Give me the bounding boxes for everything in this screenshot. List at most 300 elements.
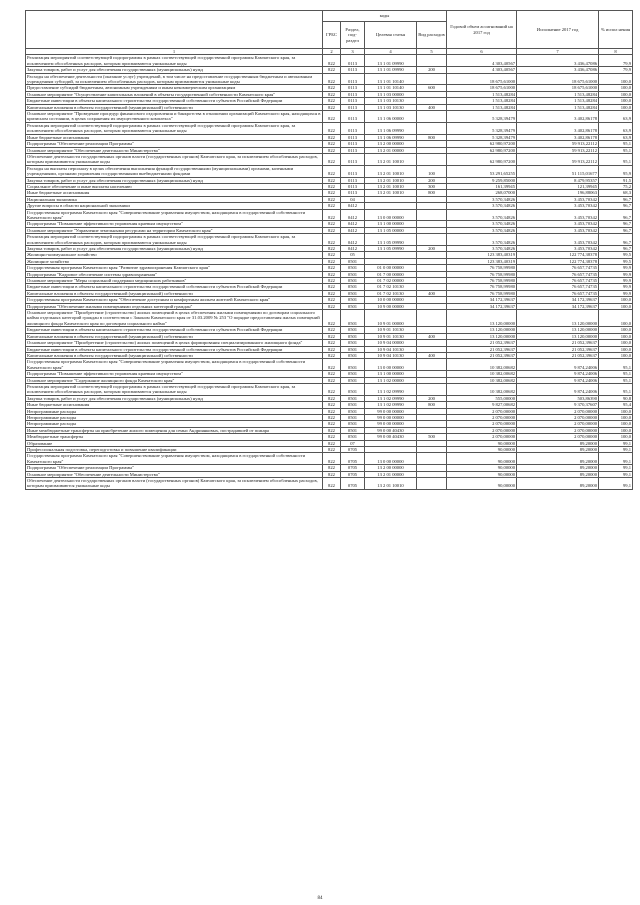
row-execution: 21 052,39637: [517, 352, 599, 358]
row-name: Непрограммные расходы: [26, 421, 323, 427]
row-section: 0501: [341, 427, 365, 433]
row-execution: 9 874,24006: [517, 377, 599, 383]
row-execution: 3 453,70342: [517, 221, 599, 227]
row-target: 01 7 02 00000: [365, 278, 417, 284]
row-annual: 5 328,39479: [447, 134, 517, 140]
row-name: Капитальные вложения в объекты государственной (муниципальной) собственности: [26, 104, 323, 110]
row-target: 13 1 05 09990: [365, 234, 417, 246]
row-percent: 99,5: [599, 258, 633, 264]
row-target: 10 9 00 00000: [365, 303, 417, 309]
row-grbs: 822: [323, 421, 341, 427]
row-grbs: 822: [323, 371, 341, 377]
row-name: Основное мероприятие "Приобретение (строительство) жилых помещений в целях обеспечения жилыми помещениями по договорам социального найма отдельных категорий граждан в соответствии с Законом Камчатского края от 31.03.2009 № 253 "О порядке предоставления жилых помещений жилищного фонда Камчатского края по договорам социального найма": [26, 310, 323, 327]
row-annual: 555,00000: [447, 395, 517, 401]
row-section: 0501: [341, 258, 365, 264]
row-percent: 95,1: [599, 377, 633, 383]
row-grbs: 822: [323, 310, 341, 327]
budget-execution-table: [25, 10, 633, 490]
row-annual: 4 303,40567: [447, 67, 517, 73]
row-name: Государственная программа Камчатского края "Совершенствование управления имуществом, находящимся в государственной собственности Камчатского края": [26, 359, 323, 371]
row-expense-type: 200: [417, 395, 447, 401]
row-percent: 96,7: [599, 221, 633, 227]
row-name: Основное мероприятие "Приобретение (строительство) жилых помещений в целях формирования специализированного жилищного фонда": [26, 340, 323, 346]
row-grbs: 822: [323, 85, 341, 91]
row-section: 0113: [341, 183, 365, 189]
row-grbs: 822: [323, 303, 341, 309]
row-target: 10 9 04 00000: [365, 340, 417, 346]
row-section: 0501: [341, 333, 365, 339]
row-target: 13 1 03 00000: [365, 91, 417, 97]
row-section: 0113: [341, 111, 365, 123]
header-target: Целевая статья: [365, 22, 417, 49]
row-section: 0501: [341, 402, 365, 408]
row-name: Реализация мероприятий соответствующей подпрограммы в рамках соответствующей государственной программы Камчатского края, за исключением обособленных расходов, которым присваиваются уникальные коды: [26, 122, 323, 134]
row-name: Обеспечение деятельности государственных органов власти (государственных органов) Камчатского края, за исключением обособленных расходов, которым присваиваются уникальные коды: [26, 478, 323, 490]
row-percent: 79,9: [599, 67, 633, 73]
row-target: 10 9 04 10130: [365, 352, 417, 358]
row-target: 13 2 01 10010: [365, 177, 417, 183]
row-section: 0501: [341, 303, 365, 309]
row-annual: 2 070,00000: [447, 408, 517, 414]
row-percent: 100,0: [599, 327, 633, 333]
row-name: Подпрограмма "Обеспечение реализации Программы": [26, 141, 323, 147]
row-section: 04: [341, 196, 365, 202]
row-section: 0501: [341, 340, 365, 346]
row-name: Непрограммные расходы: [26, 414, 323, 420]
row-annual: 1 513,48284: [447, 104, 517, 110]
row-section: 0501: [341, 271, 365, 277]
row-execution: 3 436,47086: [517, 67, 599, 73]
row-target: 13 1 05 00000: [365, 227, 417, 233]
row-target: 13 1 01 10140: [365, 85, 417, 91]
row-name: Закупка товаров, работ и услуг для обеспечения государственных (муниципальных) нужд: [26, 246, 323, 252]
row-target: 13 1 01 10140: [365, 73, 417, 85]
row-grbs: 822: [323, 278, 341, 284]
row-annual: 21 052,39637: [447, 352, 517, 358]
row-percent: 100,0: [599, 352, 633, 358]
row-target: 10 0 00 00000: [365, 297, 417, 303]
row-percent: 96,7: [599, 227, 633, 233]
row-name: Закупка товаров, работ и услуг для обеспечения государственных (муниципальных) нужд: [26, 395, 323, 401]
row-grbs: 822: [323, 246, 341, 252]
row-section: 0113: [341, 190, 365, 196]
row-annual: 3 570,34826: [447, 209, 517, 221]
row-execution: 2 070,00000: [517, 434, 599, 440]
row-name: Реализация мероприятий соответствующей подпрограммы в рамках соответствующей государственной программы Камчатского края, за исключением обособленных расходов, которым присваиваются уникальные коды: [26, 234, 323, 246]
header-percent: % испол нения: [599, 11, 633, 49]
row-section: 0113: [341, 85, 365, 91]
row-name: Подпрограмма "Кадровое обеспечение системы здравоохранения": [26, 271, 323, 277]
row-expense-type: [417, 478, 447, 490]
row-name: Расходы на обеспечение деятельности (оказание услуг) учреждений, в том числе на предоставление государственным бюджетным и автономным учреждениям субсидий, за исключением обособленных расходов, которым присваиваются уникальные коды: [26, 73, 323, 85]
row-section: 05: [341, 252, 365, 258]
row-name: Бюджетные инвестиции в объекты капитального строительства государственной собственности субъектов Российской Федерации: [26, 284, 323, 290]
row-execution: 3 402,86178: [517, 122, 599, 134]
row-annual: 21 052,39637: [447, 340, 517, 346]
row-expense-type: [417, 234, 447, 246]
row-target: 13 1 03 10130: [365, 104, 417, 110]
row-expense-type: [417, 453, 447, 465]
row-name: Профессиональная подготовка, переподготовка и повышение квалификации: [26, 447, 323, 453]
row-percent: 95,1: [599, 359, 633, 371]
row-grbs: 822: [323, 55, 341, 67]
row-percent: 99,1: [599, 440, 633, 446]
row-grbs: 822: [323, 383, 341, 395]
row-percent: 100,0: [599, 297, 633, 303]
row-execution: 34 172,39637: [517, 297, 599, 303]
row-target: 13 2 00 00000: [365, 141, 417, 147]
row-percent: 100,0: [599, 91, 633, 97]
row-expense-type: [417, 383, 447, 395]
row-execution: 196,88063: [517, 190, 599, 196]
row-percent: 100,0: [599, 303, 633, 309]
table-row: [26, 209, 633, 221]
column-number: 1: [26, 49, 323, 55]
row-percent: 96,7: [599, 234, 633, 246]
row-name: Реализация мероприятий соответствующей подпрограммы в рамках соответствующей государственной программы Камчатского края, за исключением обособленных расходов, которым присваиваются уникальные коды: [26, 55, 323, 67]
row-target: 13 1 01 09990: [365, 67, 417, 73]
row-expense-type: [417, 153, 447, 165]
table-row: [26, 122, 633, 134]
row-execution: 503,86390: [517, 395, 599, 401]
row-annual: 10 382,00682: [447, 383, 517, 395]
row-grbs: 822: [323, 377, 341, 383]
row-grbs: 822: [323, 297, 341, 303]
row-percent: 90,8: [599, 395, 633, 401]
row-percent: 68,3: [599, 190, 633, 196]
row-grbs: 822: [323, 134, 341, 140]
row-section: 0501: [341, 377, 365, 383]
row-expense-type: [417, 209, 447, 221]
row-grbs: 822: [323, 221, 341, 227]
row-grbs: 822: [323, 67, 341, 73]
row-name: Иные межбюджетные трансферты на приобретение жилого помещения для семьи Андриянковых, пострадавшей от пожара: [26, 427, 323, 433]
row-grbs: 822: [323, 141, 341, 147]
row-name: Капитальные вложения в объекты государственной (муниципальной) собственности: [26, 290, 323, 296]
row-execution: 13 120,00000: [517, 327, 599, 333]
row-execution: 1 513,48284: [517, 98, 599, 104]
row-name: Расходы на выплаты персоналу в целях обеспечения выполнения функций государственными (муниципальными) органами, казенными учреждениями, органами управления государственными внебюджетными фондами: [26, 165, 323, 177]
row-section: 0412: [341, 234, 365, 246]
row-target: 13 2 01 10010: [365, 165, 417, 177]
row-annual: 90,00000: [447, 471, 517, 477]
row-target: 13 2 01 00000: [365, 471, 417, 477]
row-target: 13 1 02 09990: [365, 402, 417, 408]
row-grbs: 822: [323, 183, 341, 189]
row-section: 0501: [341, 346, 365, 352]
row-target: 13 1 02 09990: [365, 395, 417, 401]
table-row: [26, 453, 633, 465]
row-annual: 3 570,34826: [447, 221, 517, 227]
row-section: 0705: [341, 453, 365, 465]
row-section: 0113: [341, 153, 365, 165]
row-annual: 5 328,39479: [447, 111, 517, 123]
row-percent: 63,9: [599, 134, 633, 140]
row-annual: 18 675,61000: [447, 73, 517, 85]
row-execution: 3 436,47086: [517, 55, 599, 67]
row-target: 99 0 00 00000: [365, 408, 417, 414]
row-execution: 13 120,00000: [517, 333, 599, 339]
row-execution: 2 070,00000: [517, 427, 599, 433]
row-execution: 89,20000: [517, 478, 599, 490]
row-percent: 99,1: [599, 453, 633, 465]
row-annual: 2 070,00000: [447, 434, 517, 440]
row-target: 13 2 01 10010: [365, 183, 417, 189]
row-percent: 100,0: [599, 434, 633, 440]
row-grbs: 822: [323, 440, 341, 446]
row-percent: 99,9: [599, 265, 633, 271]
row-percent: 63,9: [599, 122, 633, 134]
row-name: Государственная программа Камчатского края "Совершенствование управления имуществом, находящимся в государственной собственности Камчатского края": [26, 453, 323, 465]
row-annual: 3 570,34826: [447, 196, 517, 202]
row-section: 0501: [341, 290, 365, 296]
row-percent: 99,9: [599, 284, 633, 290]
row-execution: 76 657,74735: [517, 284, 599, 290]
row-percent: 96,7: [599, 246, 633, 252]
row-annual: 3 570,34826: [447, 203, 517, 209]
row-grbs: 822: [323, 111, 341, 123]
row-grbs: 822: [323, 284, 341, 290]
row-grbs: 822: [323, 333, 341, 339]
row-section: 0113: [341, 55, 365, 67]
row-annual: 76 758,99980: [447, 278, 517, 284]
row-grbs: 822: [323, 471, 341, 477]
row-section: 0113: [341, 104, 365, 110]
row-annual: 3 570,34826: [447, 227, 517, 233]
row-grbs: 822: [323, 196, 341, 202]
row-name: Национальная экономика: [26, 196, 323, 202]
row-section: 0501: [341, 284, 365, 290]
row-percent: 100,0: [599, 333, 633, 339]
row-name: Предоставление субсидий бюджетным, автономным учреждениям и иным некоммерческим организациям: [26, 85, 323, 91]
row-grbs: 822: [323, 453, 341, 465]
table-row: [26, 478, 633, 490]
row-percent: 100,0: [599, 414, 633, 420]
row-name: Государственная программа Камчатского края "Развитие здравоохранения Камчатского края": [26, 265, 323, 271]
row-section: 0113: [341, 134, 365, 140]
row-annual: 90,00000: [447, 453, 517, 465]
row-annual: 2 070,00000: [447, 414, 517, 420]
row-target: 99 0 00 40430: [365, 427, 417, 433]
row-grbs: 822: [323, 402, 341, 408]
row-annual: 34 172,39637: [447, 297, 517, 303]
row-grbs: 822: [323, 252, 341, 258]
row-percent: 75,2: [599, 183, 633, 189]
row-target: 13 0 00 00000: [365, 359, 417, 371]
row-section: 0705: [341, 465, 365, 471]
row-annual: 1 513,48284: [447, 91, 517, 97]
row-section: 0501: [341, 297, 365, 303]
row-name: Межбюджетные трансферты: [26, 434, 323, 440]
row-expense-type: 500: [417, 434, 447, 440]
row-execution: 3 453,70342: [517, 203, 599, 209]
row-section: 0412: [341, 227, 365, 233]
row-execution: 89,20000: [517, 440, 599, 446]
row-annual: 13 120,00000: [447, 327, 517, 333]
row-annual: 18 675,61000: [447, 85, 517, 91]
row-section: 0412: [341, 203, 365, 209]
row-annual: 21 052,39637: [447, 346, 517, 352]
column-number: 8: [599, 49, 633, 55]
row-execution: 2 070,00000: [517, 408, 599, 414]
row-annual: 10 382,00682: [447, 371, 517, 377]
row-section: 0501: [341, 395, 365, 401]
row-annual: 10 382,00682: [447, 377, 517, 383]
row-section: 0501: [341, 352, 365, 358]
row-section: 0501: [341, 383, 365, 395]
row-percent: 99,9: [599, 290, 633, 296]
row-expense-type: [417, 55, 447, 67]
row-execution: 18 675,61000: [517, 73, 599, 85]
row-target: 13 2 00 00000: [365, 465, 417, 471]
row-percent: 79,9: [599, 55, 633, 67]
row-grbs: 822: [323, 265, 341, 271]
row-expense-type: [417, 111, 447, 123]
row-annual: 62 980,97200: [447, 147, 517, 153]
row-execution: 21 052,39637: [517, 340, 599, 346]
row-grbs: 822: [323, 352, 341, 358]
row-execution: 89,20000: [517, 471, 599, 477]
row-section: 0501: [341, 371, 365, 377]
row-section: 0412: [341, 221, 365, 227]
row-percent: 99,1: [599, 478, 633, 490]
header-execution: Исполнение 2017 год: [517, 11, 599, 49]
row-section: 0705: [341, 471, 365, 477]
row-percent: 100,0: [599, 427, 633, 433]
row-grbs: 822: [323, 414, 341, 420]
row-annual: 9 827,00682: [447, 402, 517, 408]
row-target: 13 1 02 00000: [365, 377, 417, 383]
row-percent: 100,0: [599, 73, 633, 85]
row-section: 0113: [341, 141, 365, 147]
row-percent: 100,0: [599, 85, 633, 91]
row-percent: 99,1: [599, 465, 633, 471]
row-name: Закупка товаров, работ и услуг для обеспечения государственных (муниципальных) нужд: [26, 177, 323, 183]
row-annual: 62 980,97200: [447, 153, 517, 165]
row-grbs: 822: [323, 327, 341, 333]
row-name: Подпрограмма "Повышение эффективности управления краевым имуществом": [26, 371, 323, 377]
row-execution: 1 513,48284: [517, 104, 599, 110]
row-execution: 121,39945: [517, 183, 599, 189]
row-grbs: 822: [323, 271, 341, 277]
row-annual: 76 758,99980: [447, 265, 517, 271]
row-annual: 90,00000: [447, 478, 517, 490]
row-annual: 62 980,97200: [447, 141, 517, 147]
row-annual: 90,00000: [447, 465, 517, 471]
row-section: 0113: [341, 91, 365, 97]
row-grbs: 822: [323, 203, 341, 209]
row-grbs: 822: [323, 177, 341, 183]
row-annual: 13 120,00000: [447, 333, 517, 339]
header-grbs: ГРБС: [323, 22, 341, 49]
row-target: 10 9 04 10130: [365, 346, 417, 352]
row-grbs: 822: [323, 427, 341, 433]
table-row: [26, 234, 633, 246]
table-header-row: [26, 11, 633, 22]
row-expense-type: 400: [417, 333, 447, 339]
header-expense-type: Вид расходов: [417, 22, 447, 49]
row-target: 13 2 01 00000: [365, 147, 417, 153]
row-annual: 53 291,65255: [447, 165, 517, 177]
row-execution: 3 453,70342: [517, 196, 599, 202]
row-annual: 76 758,99980: [447, 290, 517, 296]
row-annual: 5 328,39479: [447, 122, 517, 134]
row-execution: 9 874,24006: [517, 371, 599, 377]
row-expense-type: [417, 359, 447, 371]
row-target: 10 9 01 10130: [365, 333, 417, 339]
row-name: Иные бюджетные ассигнования: [26, 402, 323, 408]
row-grbs: 822: [323, 209, 341, 221]
row-execution: 76 657,74735: [517, 278, 599, 284]
row-expense-type: 400: [417, 104, 447, 110]
table-row: [26, 165, 633, 177]
row-percent: 100,0: [599, 408, 633, 414]
row-execution: 76 657,74735: [517, 271, 599, 277]
row-name: Основное мероприятие "Управление земельными ресурсами на территории Камчатского края": [26, 227, 323, 233]
row-name: Социальное обеспечение и иные выплаты населению: [26, 183, 323, 189]
row-annual: 10 382,00682: [447, 359, 517, 371]
row-percent: 95,1: [599, 153, 633, 165]
row-grbs: 822: [323, 147, 341, 153]
row-execution: 3 402,86178: [517, 111, 599, 123]
row-execution: 3 453,70342: [517, 246, 599, 252]
row-expense-type: 200: [417, 67, 447, 73]
row-annual: 3 570,34826: [447, 246, 517, 252]
column-number: 3: [341, 49, 365, 55]
table-row: [26, 153, 633, 165]
row-section: 0113: [341, 165, 365, 177]
row-annual: 34 172,39637: [447, 303, 517, 309]
row-percent: 63,9: [599, 111, 633, 123]
row-execution: 51 115,01677: [517, 165, 599, 177]
row-name: Подпрограмма "Повышение эффективности управления краевым имуществом": [26, 221, 323, 227]
row-name: Бюджетные инвестиции в объекты капитального строительства государственной собственности субъектов Российской Федерации: [26, 346, 323, 352]
row-percent: 99,9: [599, 271, 633, 277]
row-percent: 95,4: [599, 402, 633, 408]
table-row: [26, 55, 633, 67]
row-name: Основное мероприятие "Содержание жилищного фонда Камчатского края": [26, 377, 323, 383]
header-codes-group: коды: [323, 11, 447, 22]
row-name: Подпрограмма "Обеспечение реализации Программы": [26, 465, 323, 471]
row-target: 13 1 00 00000: [365, 221, 417, 227]
row-target: 13 2 01 10010: [365, 478, 417, 490]
row-percent: 95,1: [599, 147, 633, 153]
row-name: Капитальные вложения в объекты государственной (муниципальной) собственности: [26, 333, 323, 339]
row-section: 0705: [341, 478, 365, 490]
table-row: [26, 383, 633, 395]
column-number: 4: [365, 49, 417, 55]
row-expense-type: 400: [417, 290, 447, 296]
header-section: Раздел, под- раздел: [341, 22, 365, 49]
row-target: 01 7 02 10130: [365, 290, 417, 296]
row-grbs: 822: [323, 73, 341, 85]
row-name: Жилищное хозяйство: [26, 258, 323, 264]
row-execution: 18 675,61000: [517, 85, 599, 91]
row-execution: 13 120,00000: [517, 310, 599, 327]
row-execution: 122 774,38378: [517, 258, 599, 264]
row-target: 13 1 06 09990: [365, 134, 417, 140]
row-execution: 89,20000: [517, 465, 599, 471]
row-percent: 95,1: [599, 141, 633, 147]
row-section: 0113: [341, 122, 365, 134]
row-percent: 100,0: [599, 104, 633, 110]
column-number: 5: [417, 49, 447, 55]
row-percent: 96,7: [599, 209, 633, 221]
row-section: 0113: [341, 67, 365, 73]
row-name: Подпрограмма "Обеспечение жилыми помещениями отдельных категорий граждан": [26, 303, 323, 309]
row-target: 10 9 01 00000: [365, 310, 417, 327]
row-section: 0501: [341, 265, 365, 271]
